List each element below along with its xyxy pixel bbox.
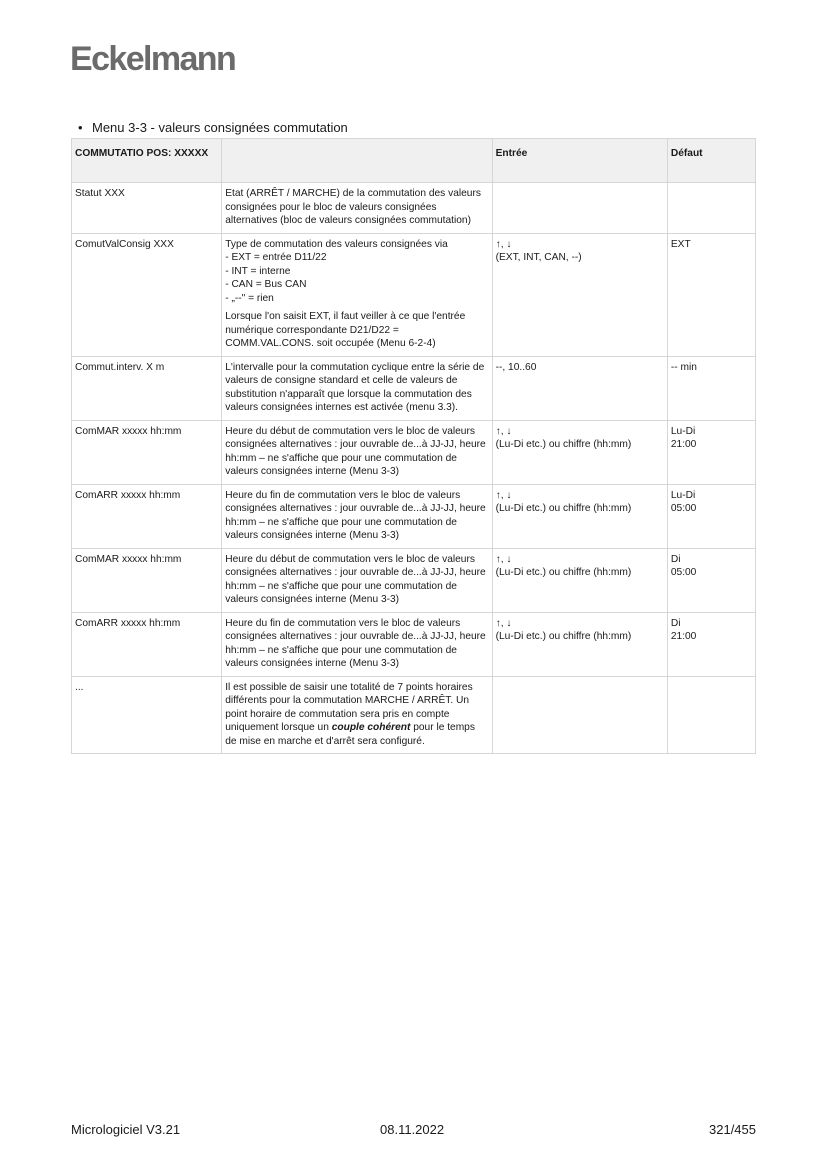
defaut-time: 05:00 (670, 503, 697, 514)
footer-date: 08.11.2022 (380, 1122, 445, 1137)
description-text: Heure du fin de commutation vers le bloc de valeurs consignées alternatives : jour ouvrable de...à JJ-JJ, heure hh:mm – ne s'affiche que pour une commutation de valeurs consignées interne (Menu 3-3) (225, 617, 489, 669)
section-title: Menu 3-3 - valeurs consignées commutation (92, 120, 348, 135)
description-text: Il est possible de saisir une totalité de 7 points horaires différents pour la commutation MARCHE / ARRÊT. Un point horaire de commutation sera pris en compte uniquement lorsque un (225, 681, 473, 733)
cell-description (222, 183, 492, 234)
cell-entree (492, 548, 667, 612)
defaut-days: Di (670, 617, 681, 629)
entree-options: (Lu-Di etc.) ou chiffre (hh:mm) (495, 567, 632, 578)
cell-parameter: ComMAR xxxxx hh:mm (72, 548, 222, 612)
description-note: Lorsque l'on saisit EXT, il faut veiller à ce que l'entrée numérique correspondante D21/D22 = COMM.VAL.CONS. soit occupée (Menu 6-2-4) (225, 311, 469, 349)
cell-defaut (667, 420, 755, 484)
description-line: - CAN = Bus CAN (225, 279, 307, 290)
description-line: - EXT = entrée D11/22 (225, 252, 327, 263)
cell-parameter: Statut XXX (72, 183, 222, 234)
cell-defaut (667, 612, 755, 676)
cell-description (222, 356, 492, 420)
header-parameter: COMMUTATIO POS: XXXXX (72, 139, 222, 183)
cell-defaut (667, 484, 755, 548)
defaut-days: Di (670, 553, 681, 565)
cell-entree (492, 420, 667, 484)
description-line: - INT = interne (225, 265, 291, 277)
cell-defaut (667, 233, 755, 356)
defaut-time: 05:00 (670, 567, 697, 578)
entree-options: (Lu-Di etc.) ou chiffre (hh:mm) (495, 631, 632, 642)
entree-arrows: ↑, ↓ (495, 489, 512, 501)
table-header-row (72, 139, 756, 183)
description-line: Type de commutation des valeurs consignées via (225, 238, 448, 250)
cell-defaut (667, 548, 755, 612)
parameter-table (71, 138, 756, 754)
defaut-value: EXT (670, 238, 691, 250)
entree-arrows: ↑, ↓ (495, 617, 512, 629)
table-row (72, 420, 756, 484)
entree-options: (Lu-Di etc.) ou chiffre (hh:mm) (495, 503, 632, 514)
bullet-icon: • (78, 120, 83, 135)
entree-options: --, 10..60 (495, 361, 537, 373)
cell-parameter: ComMAR xxxxx hh:mm (72, 420, 222, 484)
cell-entree (492, 484, 667, 548)
description-text: Heure du fin de commutation vers le bloc de valeurs consignées alternatives : jour ouvrable de...à JJ-JJ, heure hh:mm – ne s'affiche que pour une commutation de valeurs consignées interne (Menu 3-3) (225, 489, 489, 541)
entree-arrows: ↑, ↓ (495, 553, 512, 565)
cell-description (222, 676, 492, 754)
cell-description (222, 484, 492, 548)
table-row (72, 356, 756, 420)
cell-defaut (667, 183, 755, 234)
eckelmann-logo: Eckelmann (70, 40, 236, 78)
header-entree: Entrée (492, 139, 667, 183)
defaut-time: 21:00 (670, 439, 697, 450)
cell-parameter: ComutValConsig XXX (72, 233, 222, 356)
header-description (222, 139, 492, 183)
cell-defaut (667, 356, 755, 420)
cell-entree (492, 183, 667, 234)
cell-description (222, 420, 492, 484)
cell-description (222, 233, 492, 356)
cell-entree (492, 612, 667, 676)
header-defaut: Défaut (667, 139, 755, 183)
cell-parameter: ComARR xxxxx hh:mm (72, 612, 222, 676)
cell-parameter: Commut.interv. X m (72, 356, 222, 420)
description-text: Heure du début de commutation vers le bloc de valeurs consignées alternatives : jour ouvrable de...à JJ-JJ, heure hh:mm – ne s'affiche que pour une commutation de valeurs consignées interne (Menu 3-3) (225, 425, 489, 477)
cell-entree (492, 676, 667, 754)
cell-parameter: ... (72, 676, 222, 754)
cell-description (222, 548, 492, 612)
table-row (72, 484, 756, 548)
entree-options: (Lu-Di etc.) ou chiffre (hh:mm) (495, 439, 632, 450)
entree-arrows: ↑, ↓ (495, 238, 512, 250)
footer-page-number: 321/455 (709, 1122, 756, 1137)
cell-description (222, 612, 492, 676)
description-text-end: pour le temps de mise en marche et d'arrêt sera configuré. (225, 722, 475, 747)
table-row (72, 233, 756, 356)
description-emphasis: couple cohérent (331, 722, 411, 733)
description-text: Etat (ARRÊT / MARCHE) de la commutation des valeurs consignées pour le bloc de valeurs consignées alternatives (bloc de valeurs consignées commutation) (225, 188, 484, 226)
cell-entree (492, 356, 667, 420)
defaut-days: Lu-Di (670, 425, 696, 437)
table-row (72, 612, 756, 676)
entree-arrows: ↑, ↓ (495, 425, 512, 437)
description-text: Heure du début de commutation vers le bloc de valeurs consignées alternatives : jour ouvrable de...à JJ-JJ, heure hh:mm – ne s'affiche que pour une commutation de valeurs consignées interne (Menu 3-3) (225, 553, 489, 605)
section-heading (78, 120, 348, 135)
table-row (72, 548, 756, 612)
table-row (72, 183, 756, 234)
cell-entree (492, 233, 667, 356)
cell-parameter: ComARR xxxxx hh:mm (72, 484, 222, 548)
description-text: L'intervalle pour la commutation cyclique entre la série de valeurs de consigne standard et celle de valeurs de substitution n'apparaît que lorsque la commutation des valeurs consignées internes est activée (menu 3.3). (225, 361, 488, 413)
footer-firmware-version: Micrologiciel V3.21 (71, 1122, 181, 1137)
description-line: - „--" = rien (225, 292, 274, 304)
defaut-days: Lu-Di (670, 489, 696, 501)
table-row (72, 676, 756, 754)
cell-defaut (667, 676, 755, 754)
defaut-time: 21:00 (670, 631, 697, 642)
entree-options: (EXT, INT, CAN, --) (495, 252, 582, 263)
defaut-value: -- min (670, 361, 697, 373)
